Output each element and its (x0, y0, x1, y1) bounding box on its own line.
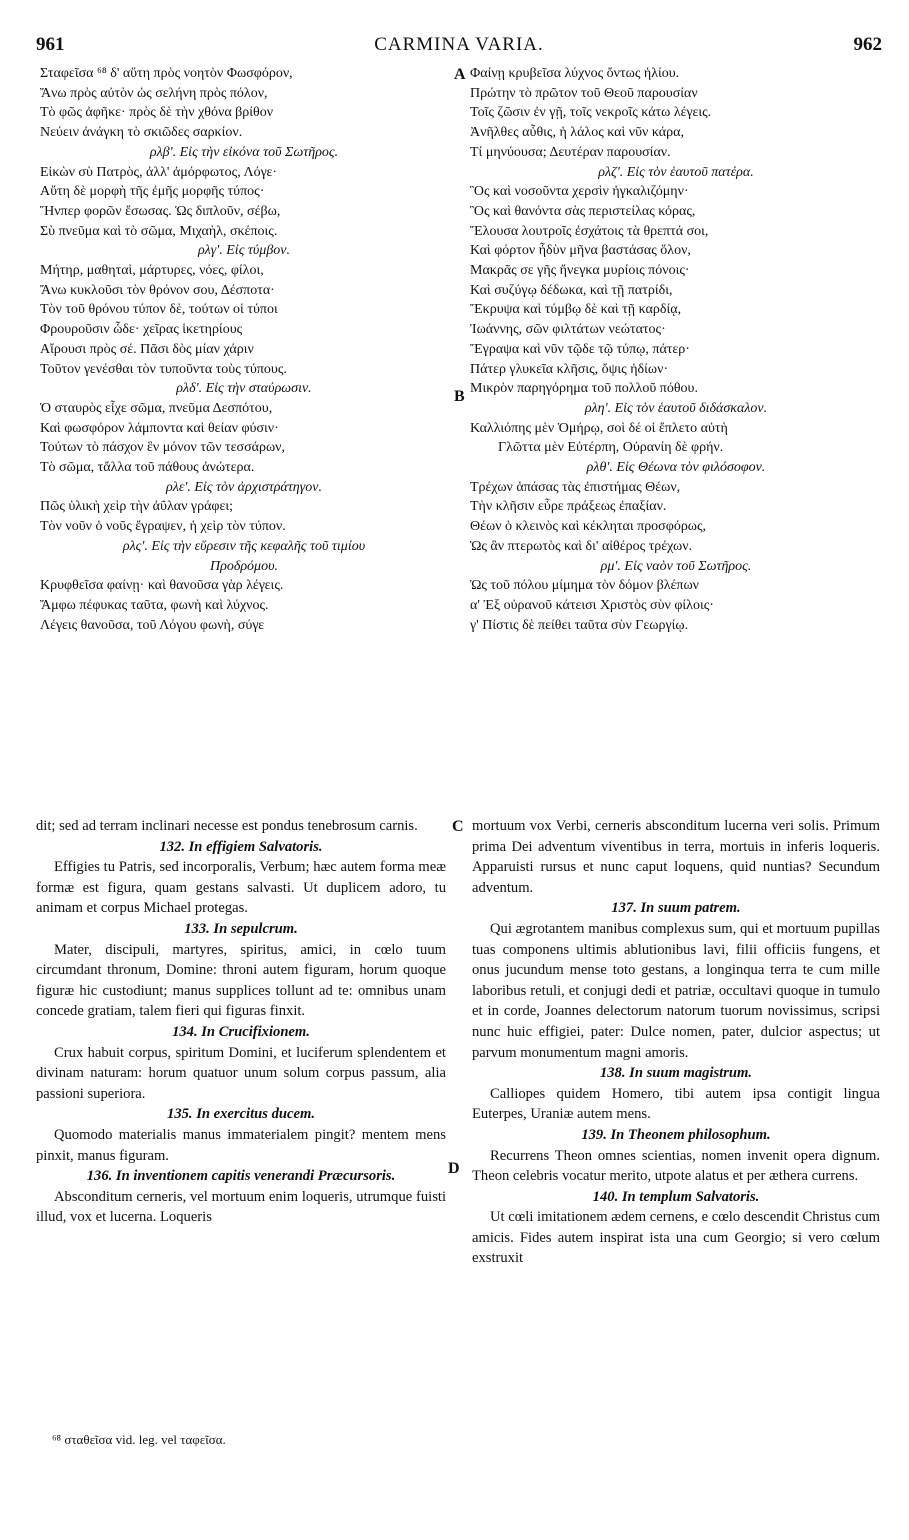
verse-line: Τὸ φῶς ἀφῆκε· πρὸς δὲ τὴν χθόνα βρίθον (40, 105, 274, 121)
verse-line: Τὸν νοῦν ὁ νοῦς ἔγραψεν, ἡ χεὶρ τὸν τύπον. (40, 519, 286, 535)
verse-line: Μήτηρ, μαθηταὶ, μάρτυρες, νόες, φίλοι, (40, 263, 264, 279)
translation-heading: 132. In effigiem Salvatoris. (159, 838, 323, 855)
column-marker-b: B (454, 388, 465, 405)
verse-line: Καὶ φόρτον ἦδὺν μῆνα βαστάσας ὅλον, (470, 243, 691, 259)
translation-paragraph: dit; sed ad terram inclinari necesse est pondus tenebrosum carnis. (36, 818, 418, 834)
poem-heading: ρλη'. Εἰς τὸν ἑαυτοῦ διδάσκαλον. (584, 400, 768, 416)
column-marker-d: D (448, 1160, 460, 1177)
verse-line: Πρώτην τὸ πρῶτον τοῦ Θεοῦ παρουσίαν (470, 85, 698, 101)
translation-paragraph: Recurrens Theon omnes scientias, nomen invenit opera dignum. Theon celebris vocatur merito, utpote alatus et per æthera currens. (472, 1147, 880, 1185)
latin-column-right (472, 816, 880, 1269)
verse-line: Τοῦτον γενέσθαι τὸν τυποῦντα τοὺς τύπους. (40, 361, 287, 377)
poem-heading: ρλθ'. Εἰς Θέωνα τὸν φιλόσοφον. (586, 460, 766, 476)
translation-heading: 139. In Theonem philosophum. (581, 1126, 771, 1143)
page-header (36, 34, 882, 58)
verse-line: Θέων ὁ κλεινὸς καὶ κέκληται προσφόρως, (470, 519, 707, 535)
verse-line: Φαίνῃ κρυβεῖσα λύχνος ὄντως ἡλίου. (470, 66, 680, 81)
verse-line: Τί μηνύουσα; Δευτέραν παρουσίαν. (470, 144, 671, 160)
verse-line: Τοῖς ζῶσιν ἐν γῇ, τοῖς νεκροῖς κάτω λέγεις. (470, 105, 712, 121)
verse-line: Νεύειν ἀνάγκη τὸ σκιῶδες σαρκίον. (40, 125, 243, 141)
verse-line: Ἔγραψα καὶ νῦν τῷδε τῷ τύπῳ, πάτερ· (470, 341, 690, 357)
verse-line: Ἄνω πρὸς αὐτὸν ὡς σελήνη πρὸς πόλον, (40, 85, 268, 101)
verse-line: Ἔκρυψα καὶ τύμβῳ δὲ καὶ τῇ καρδίᾳ, (470, 302, 682, 318)
verse-line: Γλῶττα μὲν Εὐτέρπη, Οὐρανίη δὲ φρήν. (498, 440, 724, 456)
verse-line: Εἰκὼν σὺ Πατρὸς, ἀλλ' ἀμόρφωτος, Λόγε· (40, 164, 278, 180)
right-page-number: 962 (853, 34, 882, 55)
verse-line: Ἔλουσα λουτροῖς ἐσχάτοις τὰ θρεπτά σοι, (470, 223, 709, 239)
translation-heading: 140. In templum Salvatoris. (592, 1188, 760, 1205)
verse-line: Μακρᾶς σε γῆς ἤνεγκα μυρίοις πόνοις· (470, 263, 690, 279)
verse-line: Σὺ πνεῦμα καὶ τὸ σῶμα, Μιχαὴλ, σκέποις. (40, 223, 278, 239)
verse-line: Τὸ σῶμα, τἄλλα τοῦ πάθους ἀνώτερα. (40, 460, 255, 476)
verse-line: Ἥνπερ φορῶν ἔσωσας. Ὡς διπλοῦν, σέβω, (40, 203, 281, 219)
poem-heading: ρλε'. Εἰς τὸν ἀρχιστράτηγον. (166, 479, 322, 495)
verse-line: Ὃς καὶ θανόντα σὰς περιστείλας κόρας, (470, 203, 696, 219)
verse-line: Τούτων τὸ πάσχον ἓν μόνον τῶν τεσσάρων, (40, 440, 286, 456)
verse-line: Ὡς ἂν πτερωτὸς καὶ δι' αἰθέρος τρέχων. (470, 538, 693, 554)
latin-column-left (36, 816, 446, 1228)
column-marker-a: A (454, 66, 466, 83)
verse-line: γ' Πίστις δὲ πείθει ταῦτα σὺν Γεωργίῳ. (470, 617, 689, 633)
translation-paragraph: Absconditum cerneris, vel mortuum enim loqueris, utrumque fuisti illud, vox et lucerna. Loqueris (36, 1188, 446, 1226)
verse-line: Ἄμφω πέφυκας ταῦτα, φωνὴ καὶ λύχνος. (40, 597, 269, 613)
verse-line: Ἀνῆλθες αὖθις, ἡ λάλος καὶ νῦν κάρα, (470, 125, 684, 141)
running-title: CARMINA VARIA. (374, 34, 544, 55)
column-marker-c: C (452, 818, 464, 835)
verse-line: Ἄνω κυκλοῦσι τὸν θρόνον σου, Δέσποτα· (40, 282, 275, 298)
poem-heading: ρμ'. Εἰς ναὸν τοῦ Σωτῆρος. (600, 558, 752, 574)
translation-heading: 138. In suum magistrum. (599, 1065, 753, 1082)
translation-paragraph: Ut cœli imitationem ædem cernens, e cœlo descendit Christus cum amicis. Fides autem inspirat ista una cum Georgio; si vero cœlum exstruxit (472, 1209, 880, 1267)
verse-line: Τρέχων ἁπάσας τὰς ἐπιστήμας Θέων, (470, 479, 681, 495)
greek-column-left (40, 64, 448, 635)
translation-paragraph: Crux habuit corpus, spiritum Domini, et luciferum splendentem et divinam naturam: horum quatuor unum solum corpus passum, alia passioni superiora. (36, 1044, 446, 1102)
verse-line: Πῶς ὑλικὴ χεὶρ τὴν ἀΰλαν γράφει; (40, 499, 234, 515)
verse-line: Αἴρουσι πρὸς σέ. Πᾶσι δὸς μίαν χάριν (40, 341, 254, 357)
poem-heading: ρλδ'. Εἰς τὴν σταύρωσιν. (176, 381, 312, 397)
verse-line: Ὁ σταυρὸς εἶχε σῶμα, πνεῦμα Δεσπότου, (40, 400, 273, 416)
poem-heading: ρλγ'. Εἰς τύμβον. (197, 243, 291, 259)
verse-line: Τὴν κλῆσιν εὗρε πράξεως ἐπαξίαν. (470, 499, 667, 515)
verse-line: Καὶ φωσφόρον λάμποντα καὶ θείαν φύσιν· (40, 420, 279, 436)
verse-line: Καλλιόπης μὲν Ὁμήρῳ, σοὶ δέ οἱ ἔπλετο αὐτὴ (470, 420, 728, 436)
poem-heading: ρλς'. Εἰς τὴν εὕρεσιν τῆς κεφαλῆς τοῦ τιμίου (122, 538, 366, 554)
greek-column-right (470, 64, 882, 635)
verse-line: Ὃς καὶ νοσοῦντα χερσὶν ἠγκαλιζόμην· (470, 184, 689, 200)
verse-line: Καὶ συζύγῳ δέδωκα, καὶ τῇ πατρίδι, (470, 282, 673, 298)
left-page-number: 961 (36, 34, 65, 55)
poem-heading: Προδρόμου. (209, 558, 278, 574)
translation-paragraph: mortuum vox Verbi, cerneris absconditum lucerna veri solis. Primum prima Dei adventum viventibus in terra, mortuis in inferis loqueris. Apparuisti rursus et nunc caput loquens, quid nuntias? Secundum adventum. (472, 818, 880, 896)
translation-paragraph: Effigies tu Patris, sed incorporalis, Verbum; hæc autem forma meæ formæ est figura, quam gestans salvasti. Ut duplicem adoro, tu animam et corpus Michael protegas. (36, 859, 446, 917)
translation-paragraph: Mater, discipuli, martyres, spiritus, amici, in cœlo tuum circumdant thronum, Domine: throni autem figuram, horum quoque figuræ hic custodiunt; manus supplices tollunt ad te: omnibus unam concede gratiam, talem fieri qui figuras finxit. (36, 941, 446, 1020)
translation-heading: 136. In inventionem capitis venerandi Præcursoris. (86, 1168, 396, 1185)
translation-paragraph: Calliopes quidem Homero, tibi autem ipsa contigit lingua Euterpes, Uraniæ autem mens. (472, 1085, 880, 1123)
verse-line: Αὕτη δὲ μορφὴ τῆς ἐμῆς μορφῆς τύπος· (40, 184, 265, 200)
verse-line: Μικρὸν παρηγόρημα τοῦ πολλοῦ πόθου. (470, 381, 698, 397)
verse-line: Λέγεις θανοῦσα, τοῦ Λόγου φωνὴ, σύγε (40, 617, 265, 633)
verse-line: Πάτερ γλυκεῖα κλῆσις, ὄψις ἡδίων· (470, 361, 669, 377)
verse-line: α' Ἐξ οὐρανοῦ κάτεισι Χριστὸς σὺν φίλοις· (470, 597, 714, 613)
verse-line: Ὡς τοῦ πόλου μίμημα τὸν δόμον βλέπων (470, 578, 699, 594)
verse-line: Ἰωάννης, σῶν φιλτάτων νεώτατος· (470, 322, 666, 338)
translation-paragraph: Quomodo materialis manus immaterialem pingit? mentem mens pinxit, manus figuram. (36, 1126, 446, 1164)
poem-heading: ρλζ'. Εἰς τὸν ἑαυτοῦ πατέρα. (598, 164, 754, 180)
footnote: ⁶⁸ σταθεῖσα vid. leg. vel ταφεῖσα. (52, 1432, 226, 1447)
verse-line: Τὸν τοῦ θρόνου τύπον δὲ, τούτων οἱ τύποι (40, 302, 278, 318)
translation-heading: 134. In Crucifixionem. (172, 1023, 310, 1040)
poem-heading: ρλβ'. Εἰς τὴν εἰκόνα τοῦ Σωτῆρος. (149, 144, 339, 160)
translation-paragraph: Qui ægrotantem manibus complexus sum, qui et mortuum pupillas tuas componens ultimis ablutionibus lavi, filii officiis fungens, et onus jucundum mense toto gestans, a longinqua terra te cum mille laboribus retuli, et conjugi dedi et patriæ, occultavi quoque in tumulo et in corde, Joannes delectorum natorum tuorum novissimus, scripsi nunc huic effigiei, pater: Dulce nomen, pater, dulcior aspectus; ut parvum monumentum magni amoris. (472, 920, 880, 1061)
translation-heading: 137. In suum patrem. (611, 900, 741, 917)
translation-heading: 133. In sepulcrum. (184, 920, 298, 937)
verse-line: Κρυφθεῖσα φαίνῃ· καὶ θανοῦσα γὰρ λέγεις. (40, 578, 284, 594)
verse-line: Σταφεῖσα ⁶⁸ δ' αὕτη πρὸς νοητὸν Φωσφόρον, (40, 66, 293, 81)
verse-line: Φρουροῦσιν ὧδε· χεῖρας ἱκετηρίους (40, 322, 243, 338)
translation-heading: 135. In exercitus ducem. (167, 1106, 315, 1123)
